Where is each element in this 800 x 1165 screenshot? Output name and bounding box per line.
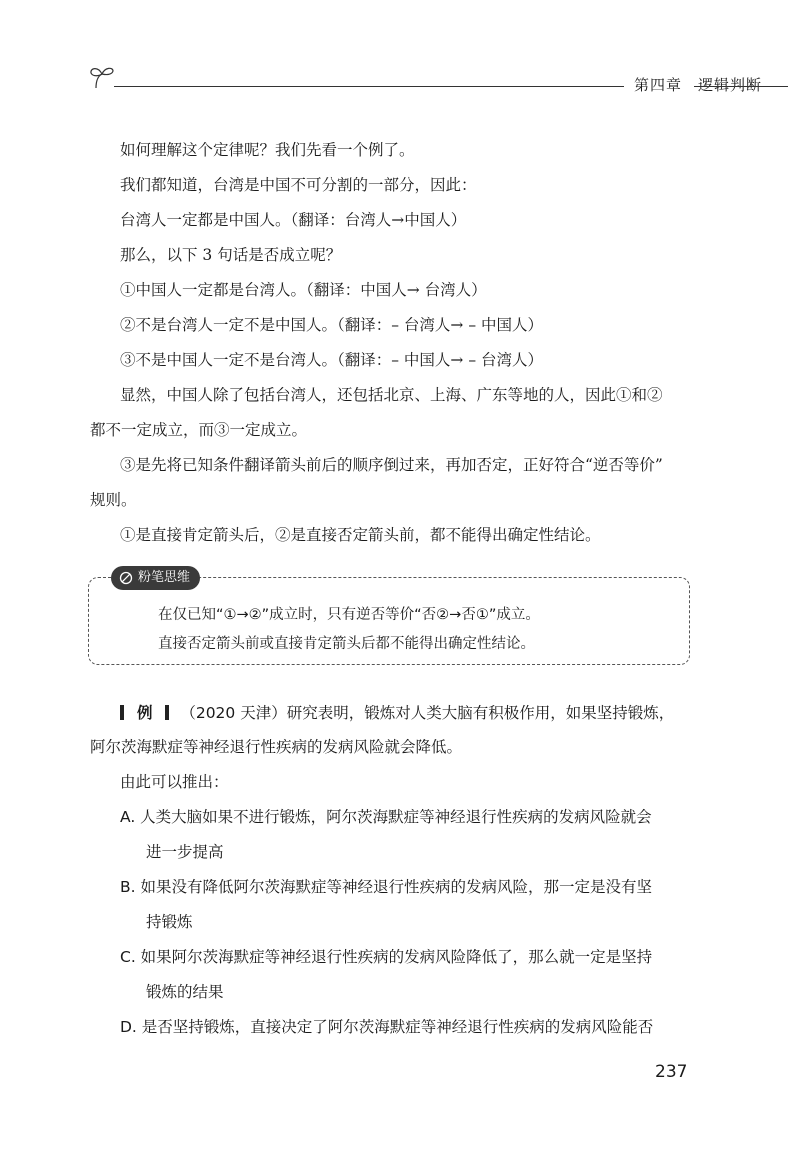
option-b-cont: 持锻炼 bbox=[146, 913, 193, 931]
tip-tab bbox=[111, 566, 200, 590]
tip-title: 粉笔思维 bbox=[138, 570, 191, 585]
tip-line: 在仅已知“①→②”成立时，只有逆否等价“否②→否①”成立。 bbox=[158, 607, 540, 623]
option-a[interactable]: A. 人类大脑如果不进行锻炼，阿尔茨海默症等神经退行性疾病的发病风险就会 bbox=[120, 808, 652, 826]
page-number: 237 bbox=[655, 1062, 688, 1082]
header-rule-right-visible bbox=[694, 86, 788, 87]
paragraph: 规则。 bbox=[90, 491, 137, 509]
paragraph: ③是先将已知条件翻译箭头前后的顺序倒过来，再加否定，正好符合“逆否等价” bbox=[120, 456, 663, 474]
statement-1: ①中国人一定都是台湾人。（翻译：中国人→ 台湾人） bbox=[120, 281, 487, 299]
example-tag: 例 bbox=[136, 704, 153, 722]
sprout-icon bbox=[88, 62, 118, 92]
pencil-slash-icon bbox=[119, 571, 133, 585]
statement-3: ③不是中国人一定不是台湾人。（翻译：– 中国人→ – 台湾人） bbox=[120, 351, 544, 369]
paragraph: 我们都知道，台湾是中国不可分割的一部分，因此： bbox=[120, 176, 477, 194]
paragraph: 显然，中国人除了包括台湾人，还包括北京、上海、广东等地的人，因此①和② bbox=[120, 386, 663, 404]
header-rule-left bbox=[114, 86, 624, 87]
paragraph: 如何理解这个定律呢？我们先看一个例了。 bbox=[120, 141, 415, 159]
tip-line: 直接否定箭头前或直接肯定箭头后都不能得出确定性结论。 bbox=[158, 636, 535, 652]
example-text: 阿尔茨海默症等神经退行性疾病的发病风险就会降低。 bbox=[90, 738, 463, 756]
option-a-cont: 进一步提高 bbox=[146, 843, 224, 861]
option-b[interactable]: B. 如果没有降低阿尔茨海默症等神经退行性疾病的发病风险，那一定是没有坚 bbox=[120, 878, 652, 896]
paragraph: ①是直接肯定箭头后，②是直接否定箭头前，都不能得出确定性结论。 bbox=[120, 526, 601, 544]
question-prompt: 由此可以推出： bbox=[120, 773, 229, 791]
option-c-cont: 锻炼的结果 bbox=[146, 983, 224, 1001]
chapter-title: 第四章 逻辑判断 bbox=[634, 76, 763, 94]
option-d[interactable]: D. 是否坚持锻炼，直接决定了阿尔茨海默症等神经退行性疾病的发病风险能否 bbox=[120, 1018, 654, 1036]
paragraph: 台湾人一定都是中国人。（翻译：台湾人→中国人） bbox=[120, 211, 467, 229]
statement-2: ②不是台湾人一定不是中国人。（翻译：– 台湾人→ – 中国人） bbox=[120, 316, 544, 334]
example-header bbox=[120, 702, 674, 724]
option-c[interactable]: C. 如果阿尔茨海默症等神经退行性疾病的发病风险降低了，那么就一定是坚持 bbox=[120, 948, 653, 966]
paragraph: 那么，以下 3 句话是否成立呢？ bbox=[120, 246, 342, 264]
running-header bbox=[88, 62, 790, 96]
example-text: （2020 天津）研究表明，锻炼对人类大脑有积极作用，如果坚持锻炼， bbox=[180, 704, 675, 722]
example-bar-left bbox=[120, 705, 124, 720]
example-bar-right bbox=[165, 705, 169, 720]
paragraph: 都不一定成立，而③一定成立。 bbox=[90, 421, 308, 439]
